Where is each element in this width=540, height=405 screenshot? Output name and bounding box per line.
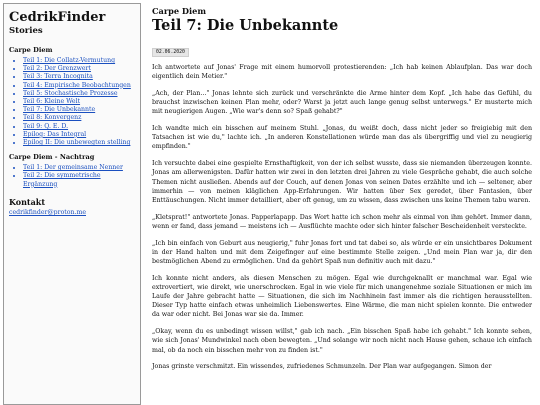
site-subtitle: Stories [9,26,43,36]
toc-link[interactable]: • Teil 1: Die Collatz-Vermutung [23,57,135,65]
toc-link[interactable]: • Epilog II: Die unbewegten stelling [23,139,135,147]
toc-section-nachtrag [9,153,135,189]
paragraph: „Okay, wenn du es unbedingt wissen willst," gab ich nach. „Ein bisschen Spaß habe ich gehabt." Ich konnte sehen, wie sich Jonas' Mundwinkel nach oben bewegten. „Und solange wir noch nicht nach Hause gehen, schaue ich einfach mal, ob da noch ein bisschen mehr von zu finden ist." [152,328,532,354]
toc-link-current[interactable]: • Teil 7: Die Unbekannte [23,106,135,114]
paragraph: Ich antwortete auf Jonas' Frage mit einem humorvoll protestierenden: „Ich hab keinen Ablaufplan. Das war doch eigentlich dein Metier." [152,64,532,81]
paragraph: Ich versuchte dabei eine gespielte Ernsthaftigkeit, von der ich selbst wusste, dass sie niemanden überzeugen konnte. Jonas am allerwenigsten. Dafür hatten wir zwei in den letzten drei Jahren zu viele Gespräche gehabt, die auch solche Themen nicht ausließen. Abends auf der Couch, auf denen Jonas von seinen Dates erzählte und ich — seltener, aber immerhin — von meinen kläglichen App-Erfahrungen. Wir hatten über Sex geredet, über Fantasien, über Enttäuschungen. Nicht immer detailliert, aber oft genug, um zu wissen, dass zwischen uns keine Themen tabu waren. [152,160,532,204]
article-body [152,63,532,371]
toc-link[interactable]: • Teil 9: Q. E. D. [23,123,135,131]
sidebar [3,3,141,405]
toc-link[interactable]: • Teil 8: Konvergenz [23,114,135,122]
toc-link[interactable]: • Epilog: Das Integral [23,131,135,139]
toc-link[interactable]: • Teil 2: Die symmetrische Ergänzung [23,172,135,188]
toc-list [9,57,135,147]
article [152,6,532,379]
toc-section-carpe-diem [9,46,135,147]
book-title: Carpe Diem [152,6,207,16]
toc-link[interactable]: • Teil 1: Der gemeinsame Nenner [23,164,135,172]
toc-link[interactable]: • Teil 2: Der Grenzwert [23,65,135,73]
toc-link[interactable]: • Teil 4: Empirische Beobachtungen [23,82,135,90]
contact-heading: Kontakt [9,196,46,207]
site-title[interactable]: CedrikFinder [9,10,106,25]
toc-link[interactable]: • Teil 5: Stochastische Prozesse [23,90,135,98]
paragraph: „Ich bin einfach von Geburt aus neugierig," fuhr Jonas fort und tat dabei so, als würde er ein unsichtbares Dokument in der Hand halten und mit dem Zeigefinger auf eine bestimmte Stelle zeigen. „Und mein Plan war ja, dir den bestmöglichen Abend zu ermöglichen. Und da gehört Spaß nun definitiv auch mit dazu." [152,239,532,265]
toc-section-heading: Carpe Diem - Nachtrag [9,153,95,162]
paragraph: „Ach, der Plan..." Jonas lehnte sich zurück und verschränkte die Arme hinter dem Kopf. „Ich habe das Gefühl, du brauchst inzwischen keinen Plan mehr, oder? Warst ja jetzt auch lange genug selbst unterwegs." Er musterte mich mit neugierigen Augen. „Wie war's denn so? Spaß gehabt?" [152,89,532,116]
toc-link[interactable]: • Teil 3: Terra Incognita [23,73,135,81]
toc-link[interactable]: • Teil 6: Kleine Welt [23,98,135,106]
toc-list [9,164,135,189]
toc-section-heading: Carpe Diem [9,46,53,54]
paragraph: Ich wandte mich ein bisschen auf meinem Stuhl. „Jonas, du weißt doch, dass nicht jeder so freigiebig mit den Tatsachen ist wie du," lachte ich. „In anderen Konstellationen würde man das als übergriffig und viel zu neugierig empfinden." [152,125,532,151]
paragraph: „Kletsprat!" antwortete Jonas. Papperlapapp. Das Wort hatte ich schon mehr als einmal von ihm gehört. Immer dann, wenn er fand, dass jemand — meistens ich — Ausflüchte machte oder sich hinter falscher Bescheidenheit versteckte. [152,213,532,230]
chapter-title: Teil 7: Die Unbekannte [152,17,339,34]
contact-email-link[interactable]: cedrikfinder@proton.me [9,208,86,216]
paragraph: Jonas grinste verschmitzt. Ein wissendes, zufriedenes Schmunzeln. Der Plan war aufgegangen. Simon der [152,363,492,371]
date-badge: 02.06.2020 [152,48,189,57]
paragraph: Ich konnte nicht anders, als diesen Menschen zu mögen. Egal wie durchgeknallt er manchmal war. Egal wie extrovertiert, wie direkt, wie unerschrocken. Egal in wie viele für mich unangenehme soziale Situationen er mich im Laufe der Jahre gebracht hatte — Situationen, die sich im Nachhinein fast immer als die richtigen herausstellten. Dieser Typ hatte einfach etwas unheimlich Liebenswertes. Eine Wärme, die man nicht spielen konnte. Die entweder da war oder nicht. Bei Jonas war sie da. Immer. [152,274,532,319]
